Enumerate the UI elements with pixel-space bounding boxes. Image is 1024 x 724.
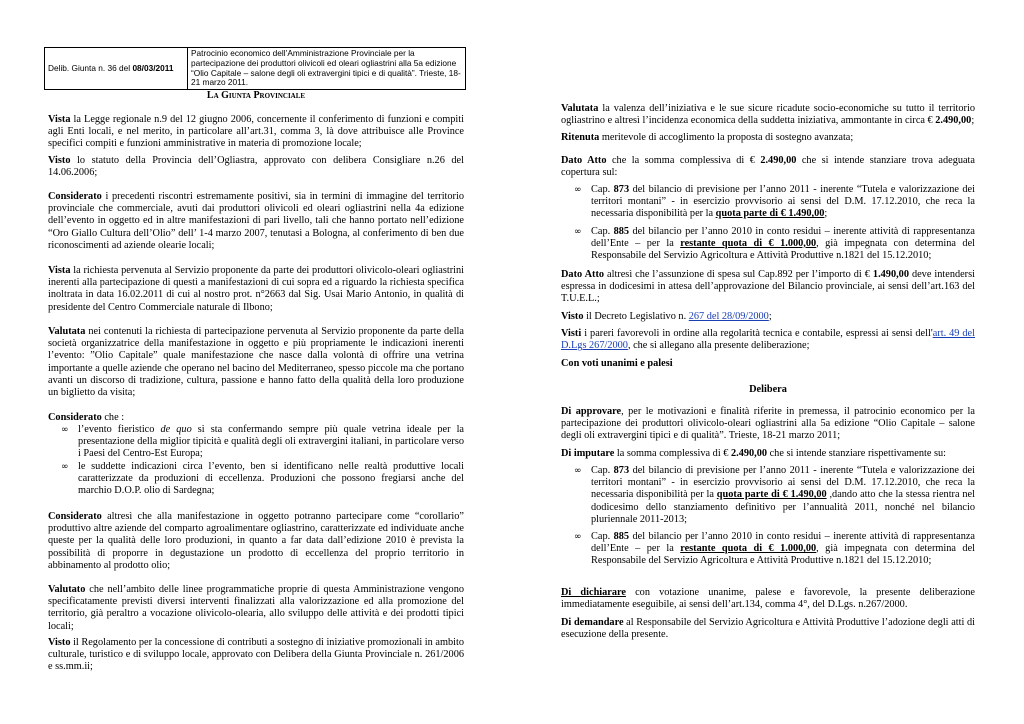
text: , già impegnata con determina del Responsabile del Servizio Agricoltura e Attività Produttive n.1821 del 15.12.2010; — [591, 543, 975, 567]
text: la Legge regionale n.9 del 12 giugno 2006, concernente il conferimento di funzioni e compiti agli Enti locali, e nel merito, in particolare all’art.31, comma 3, là dove attribuisce alle Province specifici compiti e funzioni amministrative in materia di promozione locale; — [48, 114, 464, 150]
text: i precedenti riscontri estremamente positivi, sia in termini di immagine del territorio provinciale che commerciale, avuti dai produttori olivicoli ed oleari ogliastrini nella 4a edizione dell’evento in oggetto ed in altre manifestazioni di pari livello, tali che hanno portato nell’edizione “Oro Giallo Cultura dell’Olio” dell’ 1-4 marzo 2007, tenutasi a Bologna, al conferimento di ben due riconoscimenti ad aziende olearie locali; — [48, 191, 464, 251]
keyword: Ritenuta — [561, 132, 600, 143]
keyword: Valutata — [561, 103, 599, 114]
text: si sta confermando sempre più quale vetrina ideale per la presentazione della miglior tipicità e qualità degli oli extravergini italiani, in particolare verso i Paesi del Centro-Est Europa; — [78, 424, 465, 460]
text: del bilancio di previsione per l’anno 2011 - inerente “Tutela e valorizzazione dei territori montani” - in esercizio provvisorio ai sensi del D.M. 17.12.2010, che reca la necessaria disponibilità per la — [591, 465, 975, 501]
text: i pareri favorevoli in ordine alla regolarità tecnica e contabile, espressi ai sensi dell' — [581, 328, 933, 339]
list-item — [561, 531, 975, 568]
text: che si intende stanziare rispettivamente su: — [767, 448, 947, 459]
text: Cap. — [591, 225, 614, 237]
text: ; — [768, 311, 772, 322]
text: con votazione unanime, palese e favorevole, la presente deliberazione immediatamente eseguibile, ai sensi dell’art.134, comma 4°, del D.Lgs. n.267/2000. — [561, 587, 975, 611]
keyword: Visto — [48, 155, 71, 166]
text: il Regolamento per la concessione di contributi a sostegno di iniziative promozionali in ambito culturale, turistico e di sviluppo locale, approvato con Delibera della Giunta Provinciale n. 261/2006 e ss.mm.ii; — [48, 637, 464, 673]
text: al Responsabile del Servizio Agricoltura e Attività Produttive l’adozione degli atti di esecuzione della presente. — [561, 617, 975, 641]
text: meritevole di accoglimento la proposta di sostegno avanzata; — [599, 132, 854, 143]
paragraph-demandare — [561, 617, 975, 641]
keyword: Considerato — [48, 511, 102, 522]
paragraph-considerato-riscontri — [48, 191, 464, 252]
text: del bilancio per l’anno 2010 in conto residui – inerente attività di rappresentanza dell’Ente – per la — [591, 225, 975, 249]
chapter-number: 873 — [613, 184, 630, 195]
paragraph-vista-legge — [48, 114, 464, 151]
art49-link[interactable]: art. 49 del D.Lgs 267/2000 — [561, 328, 975, 352]
paragraph-visto-regolamento — [48, 637, 464, 674]
keyword: Valutato — [48, 584, 86, 595]
paragraph-voti — [561, 358, 975, 370]
text: , che si allegano alla presente deliberazione; — [627, 340, 810, 352]
paragraph-ritenuta — [561, 132, 975, 144]
paragraph-dato-atto-spesa — [561, 269, 975, 306]
keyword: Visto — [48, 637, 71, 648]
keyword: Visti — [561, 328, 582, 339]
text: le suddette indicazioni circa l’evento, ben si identificano nelle realtà produttive locali caratterizzate da produzioni di eccellenza. Produzioni che possono fregiarsi anche del marchio D.O.P. olio di Sardegna; — [78, 460, 464, 497]
text: che nell’ambito delle linee programmatiche proprie di questa Amministrazione vengono specificatamente previsti diversi interventi finalizzati alla valorizzazione ed alla promozione del territorio, già peraltro a vocazione olivicolo-olearia, allo sviluppo delle attività e dei prodotti tipici locali; — [48, 584, 464, 632]
infinity-bullet-icon: ∞ — [574, 185, 582, 195]
text: Cap. — [591, 465, 614, 476]
ref-date: 08/03/2011 — [132, 62, 174, 73]
keyword: Dato Atto — [561, 269, 605, 280]
header-table — [44, 47, 466, 90]
amount: 2.490,00 — [730, 448, 768, 459]
ref-del: del — [119, 62, 131, 73]
text: altresì che l’assunzione di spesa sul Cap.892 per l’importo di € — [604, 269, 873, 280]
italic-text: de quo — [160, 424, 192, 435]
text: nei contenuti la richiesta di partecipazione pervenuta al Servizio proponente da parte della società organizzatrice della manifestazione in oggetto e più propriamente le indicazioni inerenti l’evento: ”Olio Capitale” quale manifestazione che nasce dalla volontà di offrire una vetrina importante a quelle aziende che operano nel bacino del Mediterraneo, spesso piccole ma che portano avanti un discorso di tradizione, cultura, passione e hanno fatto della qualità della loro produzione un biglietto da visita; — [48, 326, 464, 399]
imputazione-list — [561, 465, 975, 568]
text: Cap. — [591, 184, 614, 195]
infinity-bullet-icon: ∞ — [61, 461, 69, 472]
text: l’evento fieristico — [78, 424, 161, 435]
keyword: Di imputare — [561, 448, 615, 459]
chapter-number: 885 — [613, 225, 630, 237]
text: che : — [101, 412, 125, 423]
paragraph-imputare — [561, 448, 975, 460]
quota-amount: quota parte di € 1.490,00 — [715, 208, 825, 220]
copertura-list — [561, 184, 975, 262]
amount: 1.490,00 — [872, 269, 909, 280]
list-item — [561, 465, 975, 526]
text: del bilancio di previsione per l’anno 2011 - inerente “Tutela e valorizzazione dei territori montani” - in esercizio provvisorio ai sensi del D.M. 17.12.2010, che reca la necessaria disponibilità per la — [591, 184, 975, 220]
text: che la somma complessiva di € — [606, 155, 761, 166]
keyword: Di approvare — [561, 406, 622, 417]
paragraph-valutata-valenza — [561, 103, 975, 127]
amount: 2.490,00 — [760, 155, 797, 166]
infinity-bullet-icon: ∞ — [574, 226, 582, 237]
paragraph-vista-richiesta — [48, 265, 464, 314]
text: deve intendersi espressa in dodicesimi in attesa dell’approvazione del Bilancio provinciale, ai sensi dell’art.163 del T.U.E.L.; — [561, 269, 975, 305]
deliberation-reference — [45, 48, 188, 90]
text: la valenza dell’iniziativa e le sue sicure ricadute socio-economiche su tutto il territorio ogliastrino e altresì l’incidenza economica della suddetta iniziativa, ammontante in circa € — [561, 103, 975, 127]
keyword: Di demandare — [561, 617, 624, 628]
list-item — [48, 461, 464, 498]
keyword: Dato Atto — [561, 155, 607, 166]
paragraph-considerato-altresi — [48, 511, 464, 572]
text: la richiesta pervenuta al Servizio proponente da parte dei produttori olivicolo-oleari ogliastrini inerenti alla partecipazione di questi a manifestazioni di cui sopra ed a riguardo la richiesta specifica inoltrata in data 16.02.2011 di cui al nostro prot. n°2663 dal Sig. Usai Mario Antonio, in qualità di presidente del Centro Commerciale naturale di Ilbono; — [48, 265, 464, 313]
chapter-number: 873 — [613, 465, 630, 476]
deliberation-subject: Patrocinio economico dell’Amministrazione Provinciale per la partecipazione dei produttori olivicoli ed oleari ogliastrini alla 5a edizione “Olio Capitale – salone degli oli extravergini tipici e di qualità”. Trieste, 18-21 marzo 2011. — [188, 48, 466, 90]
text: Cap. — [591, 531, 614, 543]
ref-prefix: Delib. Giunta n. — [48, 62, 106, 73]
quota-amount: restante quota di € 1.000,00 — [680, 543, 817, 555]
infinity-bullet-icon: ∞ — [574, 466, 582, 476]
text: del bilancio per l’anno 2010 in conto residui – inerente attività di rappresentanza dell’Ente – per la — [591, 531, 975, 555]
paragraph-approvare — [561, 406, 975, 443]
quota-amount: restante quota di € 1.000,00 — [680, 237, 817, 249]
keyword: Visto — [561, 311, 584, 322]
amount: 2.490,00 — [935, 115, 972, 127]
keyword: Considerato — [48, 191, 102, 202]
quota-amount: quota parte di € 1.490,00 — [716, 489, 827, 501]
paragraph-visto-decreto — [561, 311, 975, 323]
list-item — [561, 226, 975, 263]
considerato-list — [48, 424, 464, 497]
body-heading: La Giunta Provinciale — [206, 90, 306, 101]
paragraph-considerato-che — [48, 412, 464, 424]
keyword: Valutata — [48, 326, 86, 337]
keyword: Vista — [48, 265, 71, 276]
chapter-number: 885 — [613, 531, 630, 543]
voti-text: Con voti unanimi e palesi — [561, 358, 673, 369]
ref-number: 36 — [107, 62, 117, 73]
text: , per le motivazioni e finalità riferite in premessa, il patrocinio economico per la partecipazione dei produttori olivicolo-oleari ogliastrini alla 5a edizione “Olio Capitale – salone degli oli extravergini tipici e di qualità”. Trieste, 18-21 marzo 2011; — [561, 406, 975, 442]
delibera-heading — [561, 384, 975, 396]
paragraph-visto-statuto — [48, 155, 464, 179]
infinity-bullet-icon: ∞ — [574, 532, 582, 543]
decreto-link[interactable]: 267 del 28/09/2000 — [688, 311, 769, 322]
list-item — [48, 424, 464, 461]
text: ; — [824, 208, 828, 220]
text: ,dando atto che la stessa rientra nel dodicesimo dello stanziamento definitivo per l’annualità 2011, nonché nel bilancio pluriennale 2011-2013; — [591, 489, 975, 525]
keyword: Di dichiarare — [561, 587, 626, 598]
paragraph-dato-atto-copertura — [561, 155, 975, 179]
paragraph-valutato-linee — [48, 584, 464, 633]
keyword: Vista — [48, 114, 71, 125]
list-item — [561, 184, 975, 221]
paragraph-visti-pareri — [561, 328, 975, 352]
delibera-text: Delibera — [749, 384, 787, 395]
text: il Decreto Legislativo n. — [583, 311, 689, 322]
text: , già impegnata con determina del Responsabile del Servizio Agricoltura e Attività Produttive n.1821 del 15.12.2010; — [591, 237, 975, 262]
infinity-bullet-icon: ∞ — [61, 425, 69, 435]
text: lo statuto della Provincia dell’Ogliastra, approvato con delibera Consigliare n.26 del 14.06.2006; — [48, 155, 464, 179]
text: altresì che alla manifestazione in oggetto potranno partecipare come “corollario” produttivo altre aziende del comparto agroalimentare ogliastrino, caratterizzate ed individuate anche queste per la qualità delle loro produzioni, in quanto a far data dall’edizione 2010 è prevista la possibilità di proporre in degustazione un prodotto di eccellenza del proprio territorio in abbinamento al prodotto olio; — [48, 511, 464, 571]
text: la somma complessiva di € — [614, 448, 731, 459]
text: ; — [971, 115, 975, 127]
text: che si intende stanziare trova adeguata copertura sul: — [561, 155, 975, 179]
paragraph-dichiarare — [561, 587, 975, 611]
keyword: Considerato — [48, 412, 102, 423]
paragraph-valutata-contenuti — [48, 326, 464, 399]
